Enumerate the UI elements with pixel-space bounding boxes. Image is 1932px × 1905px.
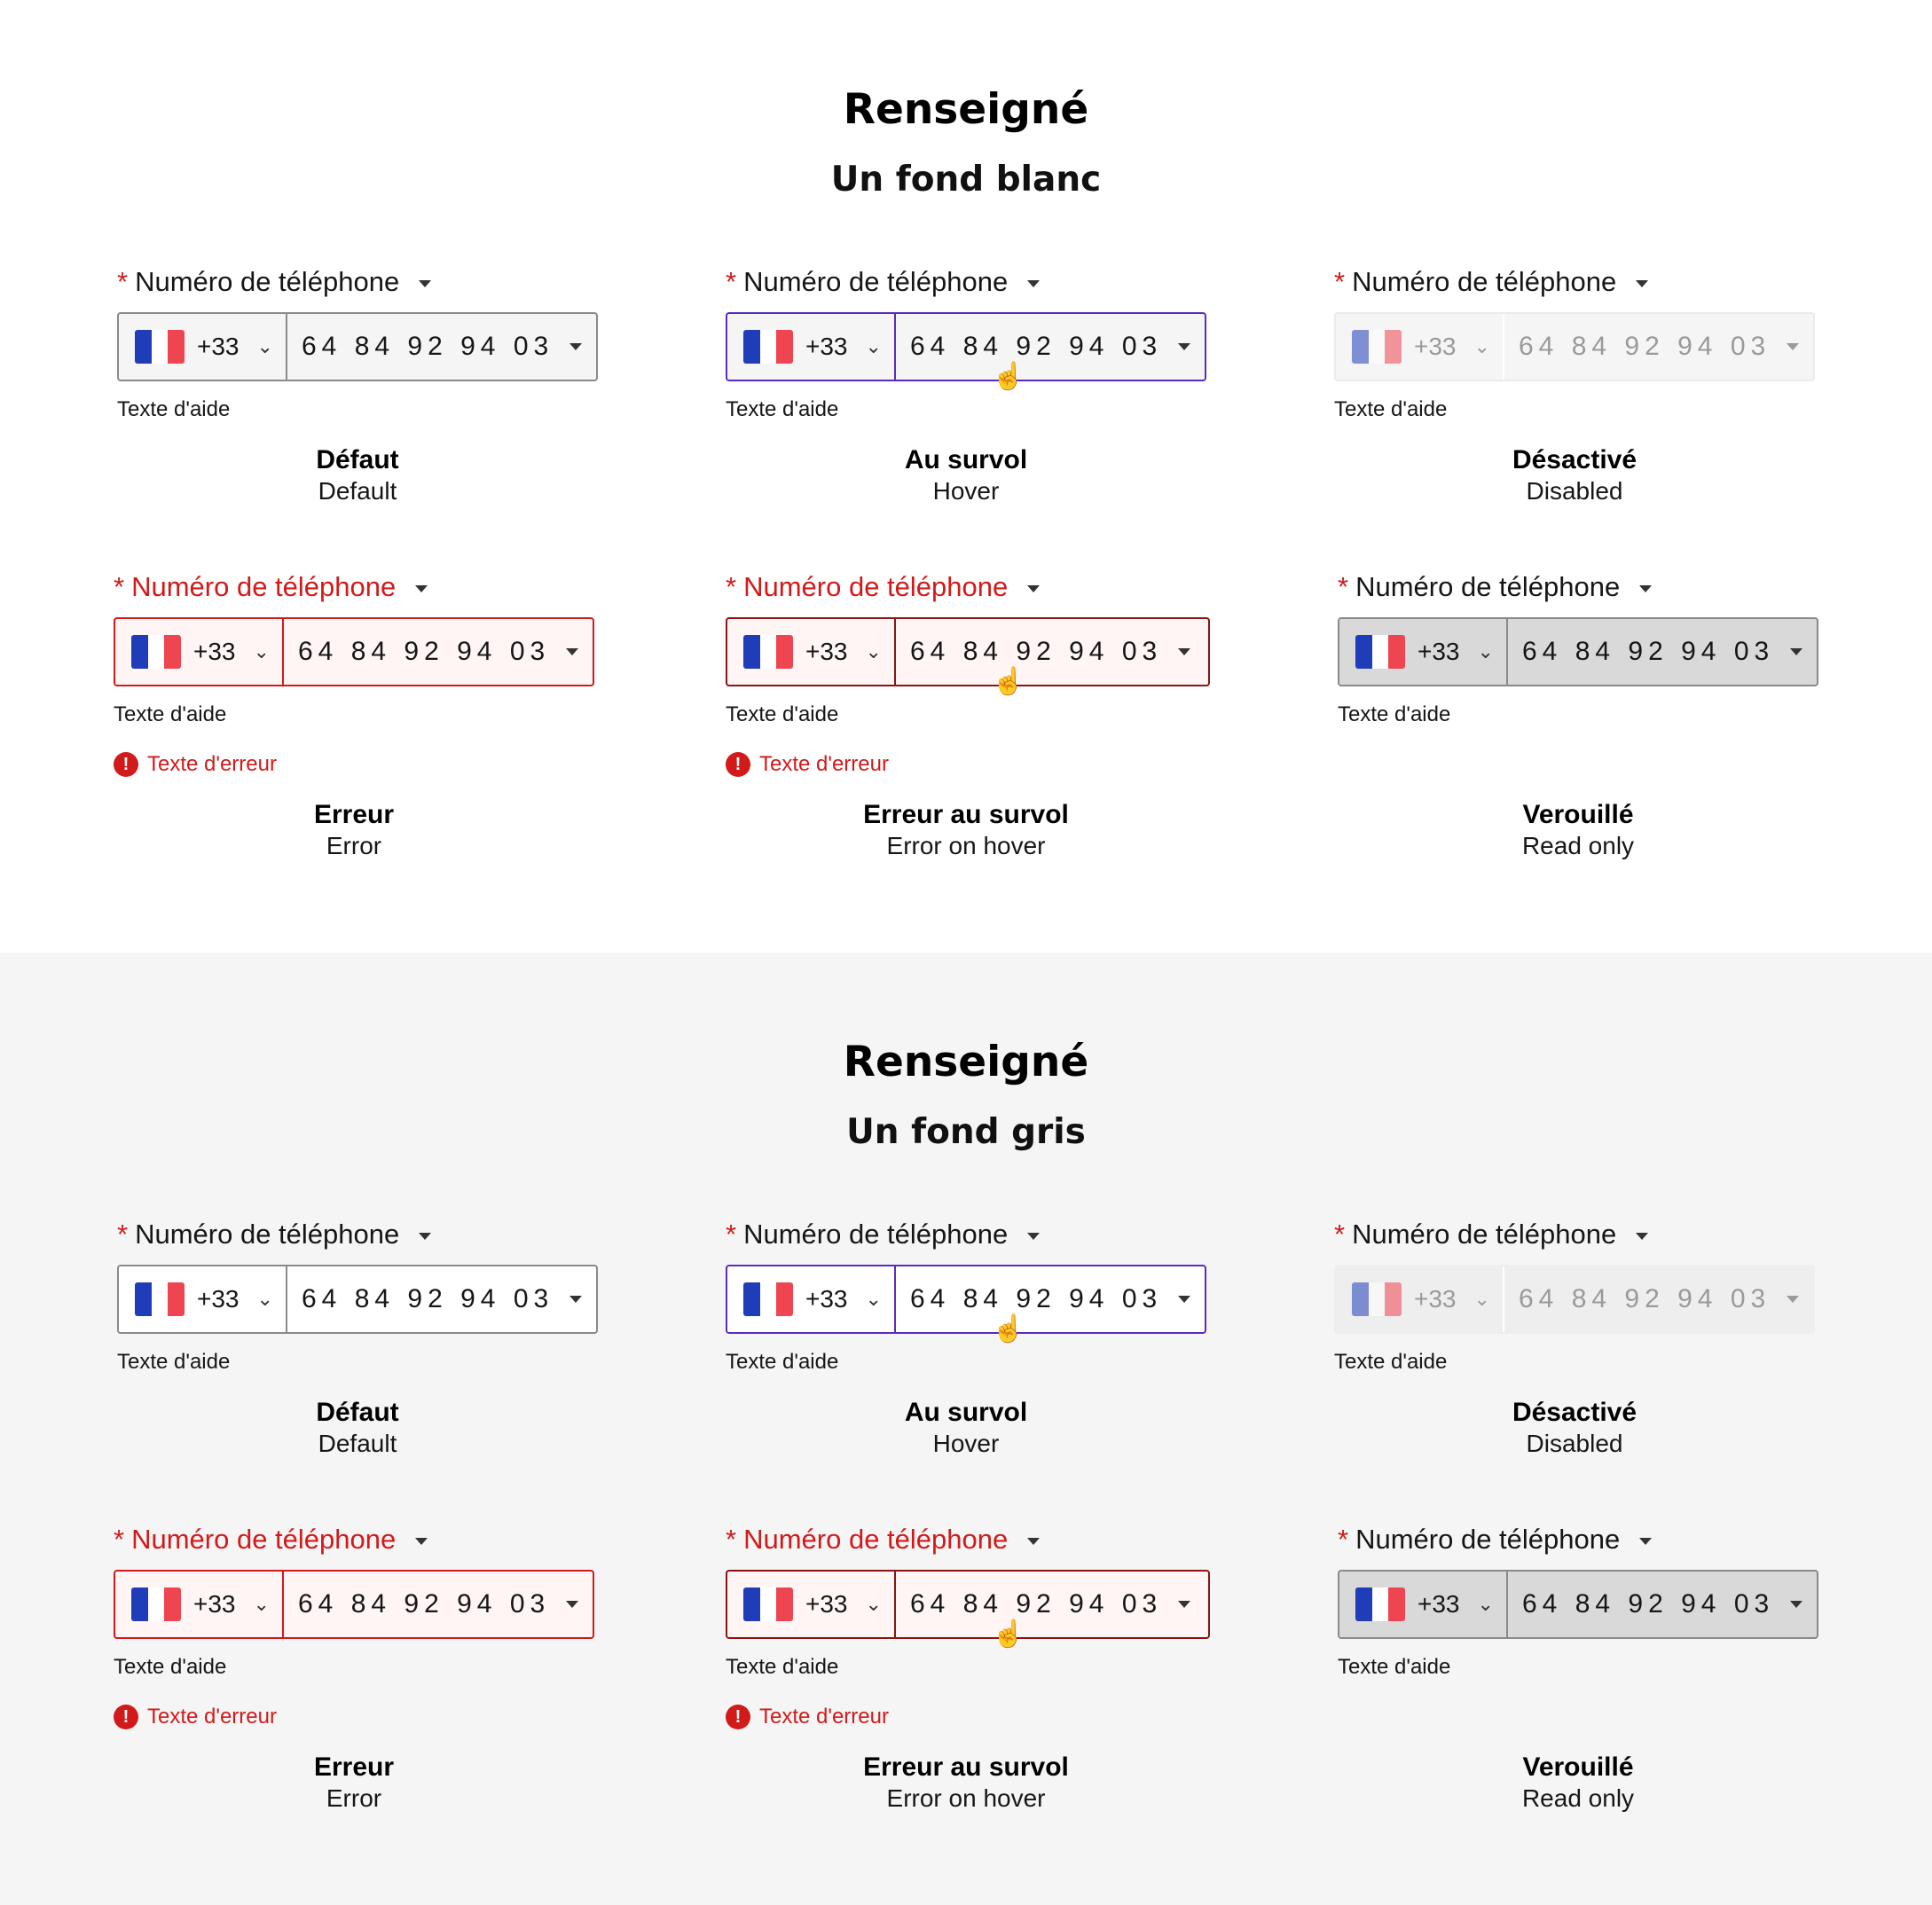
phone-number-value: 64 84 92 94 03 [302, 1284, 554, 1313]
state-name-fr: Erreur [313, 1752, 395, 1782]
phone-number-value: 64 84 92 94 03 [1522, 1589, 1775, 1619]
dial-code: +33 [805, 638, 848, 665]
hand-pointer-cursor-icon: ☝ [992, 1314, 1025, 1344]
caret-down-icon [1790, 648, 1802, 655]
caret-down-icon[interactable] [1639, 585, 1652, 592]
field-label [117, 1217, 431, 1252]
state-name-en: Error on hover [886, 832, 1046, 859]
phone-number-input [1508, 1572, 1817, 1637]
state-caption [1338, 800, 1818, 860]
country-select[interactable] [727, 1572, 896, 1637]
france-flag-icon [1355, 1588, 1405, 1621]
help-text: Texte d'aide [1334, 397, 1448, 421]
state-name-en: Disabled [1526, 1430, 1623, 1457]
phone-input[interactable] [726, 312, 1206, 381]
france-flag-icon [1352, 330, 1402, 364]
phone-number-input[interactable] [896, 314, 1205, 380]
phone-number-input [1508, 619, 1817, 685]
field-label [117, 264, 431, 300]
required-marker: * [117, 1219, 129, 1250]
caret-down-icon[interactable] [569, 1296, 582, 1303]
phone-number-value: 64 84 92 94 03 [1522, 637, 1775, 666]
phone-input[interactable] [114, 617, 594, 686]
caret-down-icon[interactable] [1027, 585, 1040, 592]
help-text: Texte d'aide [726, 1655, 839, 1679]
field-label-text: Numéro de téléphone [131, 1524, 397, 1555]
field-label [114, 569, 428, 605]
phone-input [1334, 312, 1815, 381]
chevron-down-icon: ⌄ [1477, 640, 1494, 662]
field-label-text: Numéro de téléphone [1355, 571, 1621, 602]
phone-number-value: 64 84 92 94 03 [910, 332, 1163, 361]
phone-number-value: 64 84 92 94 03 [910, 1284, 1163, 1313]
state-name-en: Error on hover [886, 1784, 1046, 1812]
chevron-down-icon[interactable]: ⌄ [865, 640, 882, 662]
caret-down-icon[interactable] [1027, 1233, 1040, 1240]
state-name-en: Default [318, 477, 397, 505]
phone-field-error-hover [726, 1522, 1222, 1841]
help-text: Texte d'aide [114, 702, 227, 726]
france-flag-icon [1355, 635, 1405, 669]
phone-number-value: 64 84 92 94 03 [1519, 1284, 1771, 1313]
help-text: Texte d'aide [117, 397, 231, 421]
phone-number-value: 64 84 92 94 03 [1519, 332, 1771, 361]
phone-number-value: 64 84 92 94 03 [910, 637, 1163, 666]
error-text: Texte d'erreur [147, 752, 277, 776]
help-text: Texte d'aide [114, 1655, 227, 1679]
section-title: Renseigné [843, 1038, 1089, 1086]
phone-number-input[interactable] [896, 1266, 1205, 1332]
phone-number-input[interactable] [287, 1266, 596, 1332]
country-select[interactable] [727, 1266, 896, 1332]
field-label-text: Numéro de téléphone [135, 1219, 400, 1250]
required-marker: * [726, 1524, 737, 1555]
chevron-down-icon[interactable]: ⌄ [865, 1593, 882, 1615]
required-marker: * [114, 571, 125, 602]
caret-down-icon[interactable] [1178, 1296, 1190, 1303]
france-flag-icon [1352, 1282, 1402, 1316]
required-marker: * [1334, 1219, 1346, 1250]
state-name-en: Error [326, 832, 382, 859]
france-flag-icon [743, 635, 793, 669]
caret-down-icon[interactable] [1027, 280, 1040, 287]
state-caption [1338, 1752, 1818, 1813]
state-name-fr: Désactivé [1512, 1398, 1637, 1427]
caret-down-icon[interactable] [415, 585, 428, 592]
phone-field-read-only [1338, 569, 1834, 889]
state-name-fr: Défaut [316, 445, 399, 474]
state-name-fr: Erreur au survol [863, 800, 1069, 829]
phone-number-value: 64 84 92 94 03 [910, 1589, 1163, 1619]
caret-down-icon[interactable] [566, 648, 578, 655]
phone-input[interactable] [114, 1570, 594, 1639]
phone-input [1338, 1570, 1818, 1639]
dial-code: +33 [805, 1590, 848, 1618]
section-title: Renseigné [843, 85, 1089, 134]
caret-down-icon [1790, 1601, 1802, 1608]
phone-field-hover [726, 264, 1222, 584]
dial-code: +33 [1414, 333, 1457, 360]
field-label [726, 569, 1040, 605]
phone-number-input[interactable] [896, 619, 1208, 685]
dial-code: +33 [1414, 1285, 1457, 1313]
field-label [1338, 569, 1652, 605]
caret-down-icon[interactable] [569, 343, 582, 350]
dial-code: +33 [805, 1285, 848, 1313]
country-select [1336, 1266, 1504, 1332]
section-white-background [0, 0, 1932, 952]
state-caption [117, 1398, 598, 1458]
required-marker: * [1334, 266, 1346, 297]
caret-down-icon[interactable] [1636, 280, 1648, 287]
error-message [726, 752, 889, 777]
field-label-text: Numéro de téléphone [131, 571, 397, 602]
phone-input [1334, 1265, 1815, 1334]
country-select[interactable] [119, 314, 287, 380]
required-marker: * [117, 266, 129, 297]
state-caption [726, 445, 1206, 506]
hand-pointer-cursor-icon: ☝ [992, 362, 1025, 391]
phone-number-input[interactable] [284, 619, 593, 685]
phone-field-disabled [1334, 264, 1831, 584]
phone-number-value: 64 84 92 94 03 [302, 332, 554, 361]
chevron-down-icon: ⌄ [1477, 1593, 1494, 1615]
chevron-down-icon: ⌄ [1473, 1288, 1490, 1310]
error-text: Texte d'erreur [759, 1705, 889, 1729]
section-grey-background [0, 952, 1932, 1905]
france-flag-icon [131, 635, 181, 669]
dial-code: +33 [193, 1590, 236, 1618]
caret-down-icon[interactable] [1639, 1538, 1652, 1545]
chevron-down-icon[interactable]: ⌄ [865, 335, 882, 357]
phone-field-read-only [1338, 1522, 1834, 1841]
country-select[interactable] [727, 314, 896, 380]
phone-number-input[interactable] [896, 1572, 1208, 1637]
phone-input[interactable] [726, 617, 1210, 686]
field-label [114, 1522, 428, 1557]
field-label-text: Numéro de téléphone [743, 1524, 1009, 1555]
france-flag-icon [743, 1588, 793, 1621]
error-message [726, 1705, 889, 1729]
phone-number-value: 64 84 92 94 03 [298, 637, 551, 666]
phone-number-input[interactable] [287, 314, 596, 380]
dial-code: +33 [1418, 638, 1460, 665]
phone-input [1338, 617, 1818, 686]
france-flag-icon [743, 1282, 793, 1316]
state-caption [1334, 445, 1815, 506]
field-label [1334, 264, 1648, 300]
chevron-down-icon[interactable]: ⌄ [256, 335, 273, 357]
section-subtitle: Un fond gris [846, 1112, 1086, 1152]
required-marker: * [726, 1219, 737, 1250]
error-message [114, 1705, 277, 1729]
hand-pointer-cursor-icon: ☝ [992, 1619, 1025, 1649]
state-name-fr: Défaut [316, 1398, 399, 1427]
france-flag-icon [135, 1282, 185, 1316]
state-caption [726, 1398, 1206, 1458]
help-text: Texte d'aide [1338, 702, 1451, 726]
error-text: Texte d'erreur [147, 1705, 277, 1729]
state-name-fr: Au survol [904, 445, 1028, 474]
phone-field-disabled [1334, 1217, 1831, 1536]
phone-field-error-hover [726, 569, 1222, 889]
caret-down-icon[interactable] [419, 280, 431, 287]
error-icon: ! [114, 1705, 138, 1729]
field-label [726, 264, 1040, 300]
phone-field-hover [726, 1217, 1222, 1536]
state-name-fr: Erreur au survol [863, 1752, 1069, 1782]
france-flag-icon [135, 330, 185, 364]
field-label-text: Numéro de téléphone [1355, 1524, 1621, 1555]
phone-input[interactable] [117, 1265, 598, 1334]
field-label [726, 1522, 1040, 1557]
chevron-down-icon[interactable]: ⌄ [253, 1593, 270, 1615]
caret-down-icon[interactable] [1178, 1601, 1190, 1608]
phone-field-error [114, 1522, 610, 1841]
state-caption [726, 1752, 1206, 1813]
phone-number-input [1504, 1266, 1813, 1332]
field-label [726, 1217, 1040, 1252]
country-select[interactable] [727, 619, 896, 685]
chevron-down-icon: ⌄ [1473, 335, 1490, 357]
required-marker: * [1338, 1524, 1349, 1555]
state-name-en: Read only [1521, 832, 1635, 859]
phone-number-input[interactable] [284, 1572, 593, 1637]
section-subtitle: Un fond blanc [830, 160, 1102, 200]
caret-down-icon[interactable] [566, 1601, 578, 1608]
phone-number-value: 64 84 92 94 03 [298, 1589, 551, 1619]
country-select[interactable] [115, 619, 284, 685]
required-marker: * [1338, 571, 1349, 602]
dial-code: +33 [197, 1285, 240, 1313]
caret-down-icon [1787, 1296, 1799, 1303]
state-caption [1334, 1398, 1815, 1458]
state-name-en: Disabled [1526, 477, 1623, 505]
state-name-fr: Verouillé [1522, 1752, 1634, 1782]
error-icon: ! [726, 1705, 750, 1729]
help-text: Texte d'aide [117, 1350, 231, 1374]
phone-field-default [117, 264, 614, 584]
state-name-en: Read only [1521, 1784, 1635, 1812]
caret-down-icon[interactable] [415, 1538, 428, 1545]
phone-number-input [1504, 314, 1813, 380]
state-name-en: Hover [932, 1430, 1000, 1457]
field-label-text: Numéro de téléphone [743, 1219, 1009, 1250]
state-name-fr: Erreur [313, 800, 395, 829]
country-select [1339, 619, 1508, 685]
caret-down-icon[interactable] [1178, 648, 1190, 655]
field-label-text: Numéro de téléphone [1352, 1219, 1617, 1250]
country-select[interactable] [115, 1572, 284, 1637]
france-flag-icon [743, 330, 793, 364]
phone-field-default [117, 1217, 614, 1536]
phone-field-error [114, 569, 610, 889]
help-text: Texte d'aide [726, 397, 839, 421]
chevron-down-icon[interactable]: ⌄ [256, 1288, 273, 1310]
field-label-text: Numéro de téléphone [743, 571, 1009, 602]
caret-down-icon[interactable] [1178, 343, 1190, 350]
help-text: Texte d'aide [726, 1350, 839, 1374]
state-name-fr: Au survol [904, 1398, 1028, 1427]
caret-down-icon[interactable] [1636, 1233, 1648, 1240]
country-select [1336, 314, 1504, 380]
chevron-down-icon[interactable]: ⌄ [253, 640, 270, 662]
state-caption [117, 445, 598, 506]
error-message [114, 752, 277, 777]
help-text: Texte d'aide [1338, 1655, 1451, 1679]
state-caption [114, 1752, 594, 1813]
field-label-text: Numéro de téléphone [135, 266, 400, 297]
required-marker: * [114, 1524, 125, 1555]
field-label-text: Numéro de téléphone [743, 266, 1009, 297]
dial-code: +33 [193, 638, 236, 665]
error-icon: ! [726, 752, 750, 777]
caret-down-icon [1787, 343, 1799, 350]
field-label-text: Numéro de téléphone [1352, 266, 1617, 297]
state-name-en: Default [318, 1430, 397, 1457]
phone-input[interactable] [117, 312, 598, 381]
phone-input[interactable] [726, 1265, 1206, 1334]
help-text: Texte d'aide [1334, 1350, 1448, 1374]
field-label [1334, 1217, 1648, 1252]
field-label [1338, 1522, 1652, 1557]
hand-pointer-cursor-icon: ☝ [992, 667, 1025, 696]
caret-down-icon[interactable] [1027, 1538, 1040, 1545]
state-name-en: Hover [932, 477, 1000, 505]
caret-down-icon[interactable] [419, 1233, 431, 1240]
dial-code: +33 [805, 333, 848, 360]
state-caption [114, 800, 594, 860]
dial-code: +33 [197, 333, 240, 360]
state-name-en: Error [326, 1784, 382, 1812]
chevron-down-icon[interactable]: ⌄ [865, 1288, 882, 1310]
country-select[interactable] [119, 1266, 287, 1332]
phone-input[interactable] [726, 1570, 1210, 1639]
error-text: Texte d'erreur [759, 752, 889, 776]
state-caption [726, 800, 1206, 860]
country-select [1339, 1572, 1508, 1637]
state-name-fr: Désactivé [1512, 445, 1637, 474]
help-text: Texte d'aide [726, 702, 839, 726]
error-icon: ! [114, 752, 138, 777]
dial-code: +33 [1418, 1590, 1460, 1618]
required-marker: * [726, 571, 737, 602]
state-name-fr: Verouillé [1522, 800, 1634, 829]
required-marker: * [726, 266, 737, 297]
france-flag-icon [131, 1588, 181, 1621]
